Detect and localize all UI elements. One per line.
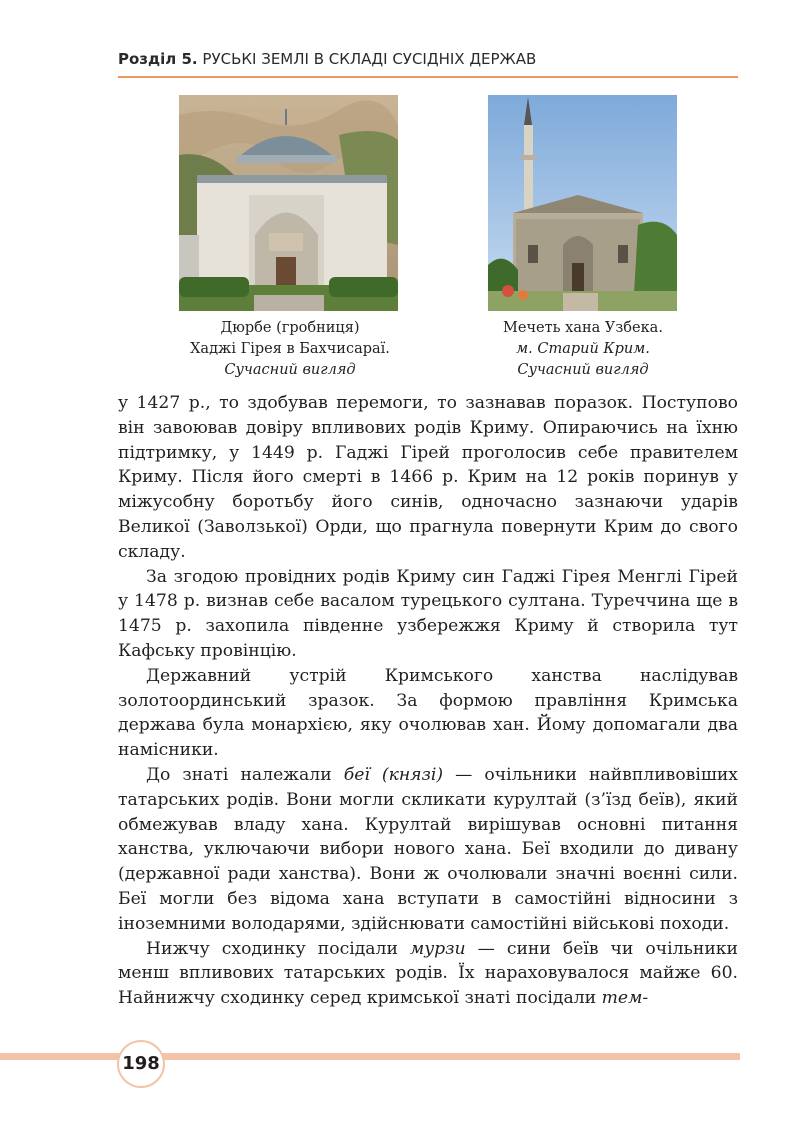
body-text [118, 391, 738, 1011]
caption-line: Мечеть хана Узбека. [503, 320, 663, 336]
paragraph-text: До знаті належали [146, 764, 344, 785]
page-number: 198 [117, 1040, 165, 1088]
section-label: Розділ 5. [118, 50, 198, 68]
caption-line: м. Старий Крим. [516, 341, 650, 357]
figure-caption-durbe [145, 318, 435, 381]
durbe-tomb-photo [179, 95, 398, 311]
figure-caption-mosque [458, 318, 708, 381]
footer-band [0, 1053, 740, 1060]
term-continued: тем- [601, 988, 649, 1009]
running-header [118, 50, 738, 76]
paragraph [118, 937, 738, 1011]
caption-line: Хаджі Гірея в Бахчисараї. [190, 341, 390, 357]
header-rule [118, 76, 738, 78]
paragraph [118, 763, 738, 937]
chapter-title: РУСЬКІ ЗЕМЛІ В СКЛАДІ СУСІДНІХ ДЕРЖАВ [202, 50, 537, 68]
paragraph-text: Нижчу сходинку посідали [146, 938, 410, 959]
caption-line: Дюрбе (гробниця) [220, 320, 360, 336]
paragraph: За згодою провідних родів Криму син Гаджі Гірея Менглі Гірей у 1478 р. визнав себе васалом турецького султана. Туреччина ще в 1475 р. захопила південне узбережжя Криму й створила тут Кафську провінцію. [118, 566, 738, 661]
caption-line: Сучасний вигляд [517, 362, 649, 378]
caption-line: Сучасний вигляд [224, 362, 356, 378]
paragraph-text: — сини беїв чи очільники менш впливових татарських родів. Їх нараховувалося майже 60. Найнижчу сходинку серед кримської знаті посідали [118, 938, 738, 1009]
term-murzas: мурзи [409, 938, 466, 959]
paragraph: Державний устрій Кримського ханства наслідував золотоординський зразок. За формою правління Кримська держава була монархією, яку очолював хан. Йому допомагали два намісники. [118, 665, 738, 761]
uzbek-khan-mosque-photo [488, 95, 677, 311]
term-beys: беї (князі) [343, 764, 444, 785]
paragraph: у 1427 р., то здобував перемоги, то зазнавав поразок. Поступово він завоював довіру впливових родів Криму. Опираючись на їхню підтримку, у 1449 р. Гаджі Гірей проголосив себе правителем Криму. Після його смерті в 1466 р. Крим на 12 років поринув у міжусобну боротьбу його синів, одночасно зазнаючи ударів Великої (Заволзької) Орди, що прагнула повернути Крим до свого складу. [118, 393, 738, 562]
paragraph-text: — очільники найвпливовіших татарських родів. Вони могли скликати курултай (з’їзд беїв), який обмежував владу хана. Курултай вирішував основні питання ханства, уключаючи вибори нового хана. Беї входили до дивану (державної ради ханства). Вони ж очолювали значні воєнні сили. Беї могли без відома хана вступати в самостійні відносини з іноземними володарями, здійснювати самостійні військові походи. [118, 764, 738, 934]
